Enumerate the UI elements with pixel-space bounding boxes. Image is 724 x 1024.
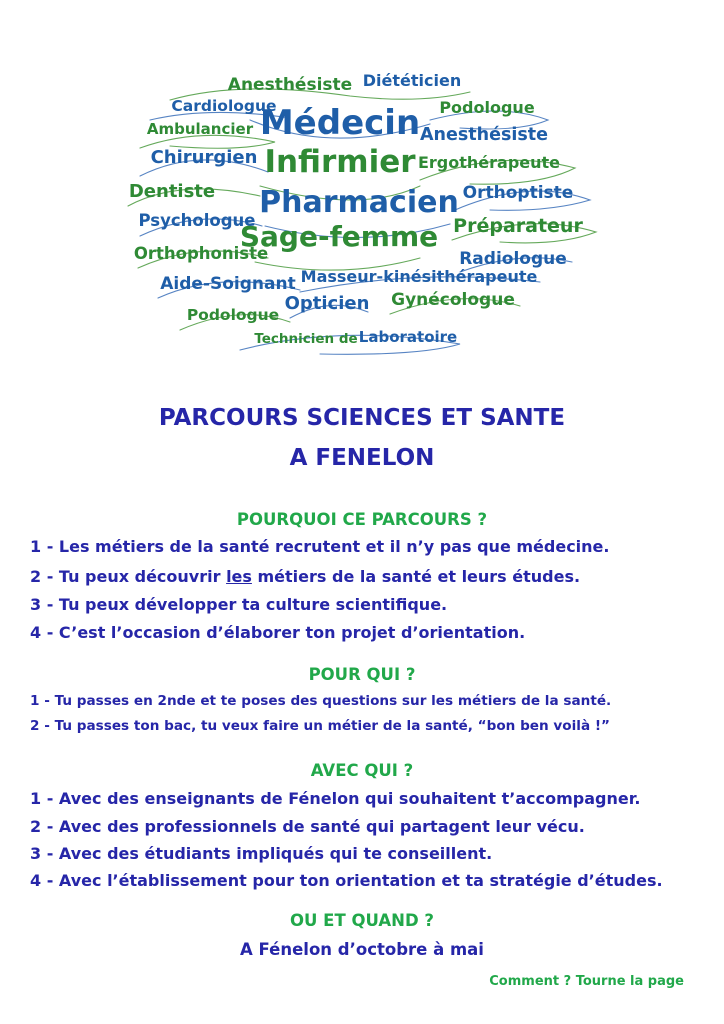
- pourquoi-item-2-start: 2 - Tu peux découvrir: [30, 567, 227, 586]
- turn-page-note: Comment ? Tourne la page: [489, 974, 684, 989]
- pourquoi-item-2: [30, 566, 580, 588]
- avec-qui-item-3: 3 - Avec des étudiants impliqués qui te conseillent.: [30, 844, 493, 863]
- cloud-word: Psychologue: [138, 211, 256, 230]
- pour-qui-item-2: 2 - Tu passes ton bac, tu veux faire un métier de la santé, “bon ben voilà !”: [30, 718, 610, 734]
- pourquoi-item-2-end: métiers de la santé et leurs études.: [251, 567, 581, 586]
- pourquoi-item-3: 3 - Tu peux développer ta culture scientifique.: [30, 595, 448, 614]
- cloud-word: Sage-femme: [239, 220, 439, 253]
- cloud-word: Orthoptiste: [462, 183, 574, 203]
- pourquoi-item-1: 1 - Les métiers de la santé recrutent et il n’y pas que médecine.: [30, 537, 610, 556]
- cloud-word: Masseur-kinésithérapeute: [300, 267, 538, 286]
- cloud-word: Technicien de: [254, 331, 358, 347]
- cloud-word: Chirurgien: [150, 147, 258, 168]
- page-title-line2: A FENELON: [289, 445, 435, 471]
- page-title-line1: PARCOURS SCIENCES ET SANTE: [158, 405, 566, 431]
- cloud-word: Ambulancier: [146, 120, 254, 138]
- cloud-word: Infirmier: [264, 144, 416, 180]
- cloud-word: Médecin: [259, 103, 421, 143]
- word-cloud-illustration: [0, 0, 724, 370]
- cloud-word: Pharmacien: [259, 185, 459, 220]
- heading-pourquoi: POURQUOI CE PARCOURS ?: [236, 510, 488, 529]
- pour-qui-item-1: 1 - Tu passes en 2nde et te poses des questions sur les métiers de la santé.: [30, 693, 612, 709]
- heading-pour-qui: POUR QUI ?: [308, 665, 416, 684]
- cloud-word: Laboratoire: [358, 328, 458, 346]
- cloud-word: Orthophoniste: [133, 244, 269, 263]
- cloud-word: Anesthésiste: [227, 75, 353, 95]
- cloud-word: Préparateur: [453, 215, 583, 237]
- cloud-word: Podologue: [186, 306, 280, 324]
- heading-ou-quand: OU ET QUAND ?: [290, 911, 434, 930]
- avec-qui-item-4: 4 - Avec l’établissement pour ton orientation et ta stratégie d’études.: [30, 871, 663, 890]
- pourquoi-item-2-underlined: les: [226, 567, 252, 586]
- cloud-word: Radiologue: [459, 249, 567, 269]
- cloud-word: Opticien: [284, 293, 370, 314]
- heading-avec-qui: AVEC QUI ?: [310, 761, 414, 780]
- cloud-word: Dentiste: [128, 181, 216, 202]
- cloud-word: Diététicien: [362, 71, 462, 90]
- cloud-word: Podologue: [439, 98, 535, 117]
- avec-qui-item-1: 1 - Avec des enseignants de Fénelon qui souhaitent t’accompagner.: [30, 789, 641, 808]
- cloud-word: Cardiologue: [171, 97, 277, 115]
- cloud-word: Aide-Soignant: [160, 274, 296, 294]
- ou-quand-text: A Fénelon d’octobre à mai: [240, 940, 484, 959]
- cloud-word: Anesthésiste: [419, 125, 549, 145]
- pourquoi-item-4: 4 - C’est l’occasion d’élaborer ton projet d’orientation.: [30, 623, 526, 642]
- cloud-word: Ergothérapeute: [417, 153, 561, 172]
- avec-qui-item-2: 2 - Avec des professionnels de santé qui partagent leur vécu.: [30, 817, 585, 836]
- cloud-word: Gynécologue: [391, 290, 515, 310]
